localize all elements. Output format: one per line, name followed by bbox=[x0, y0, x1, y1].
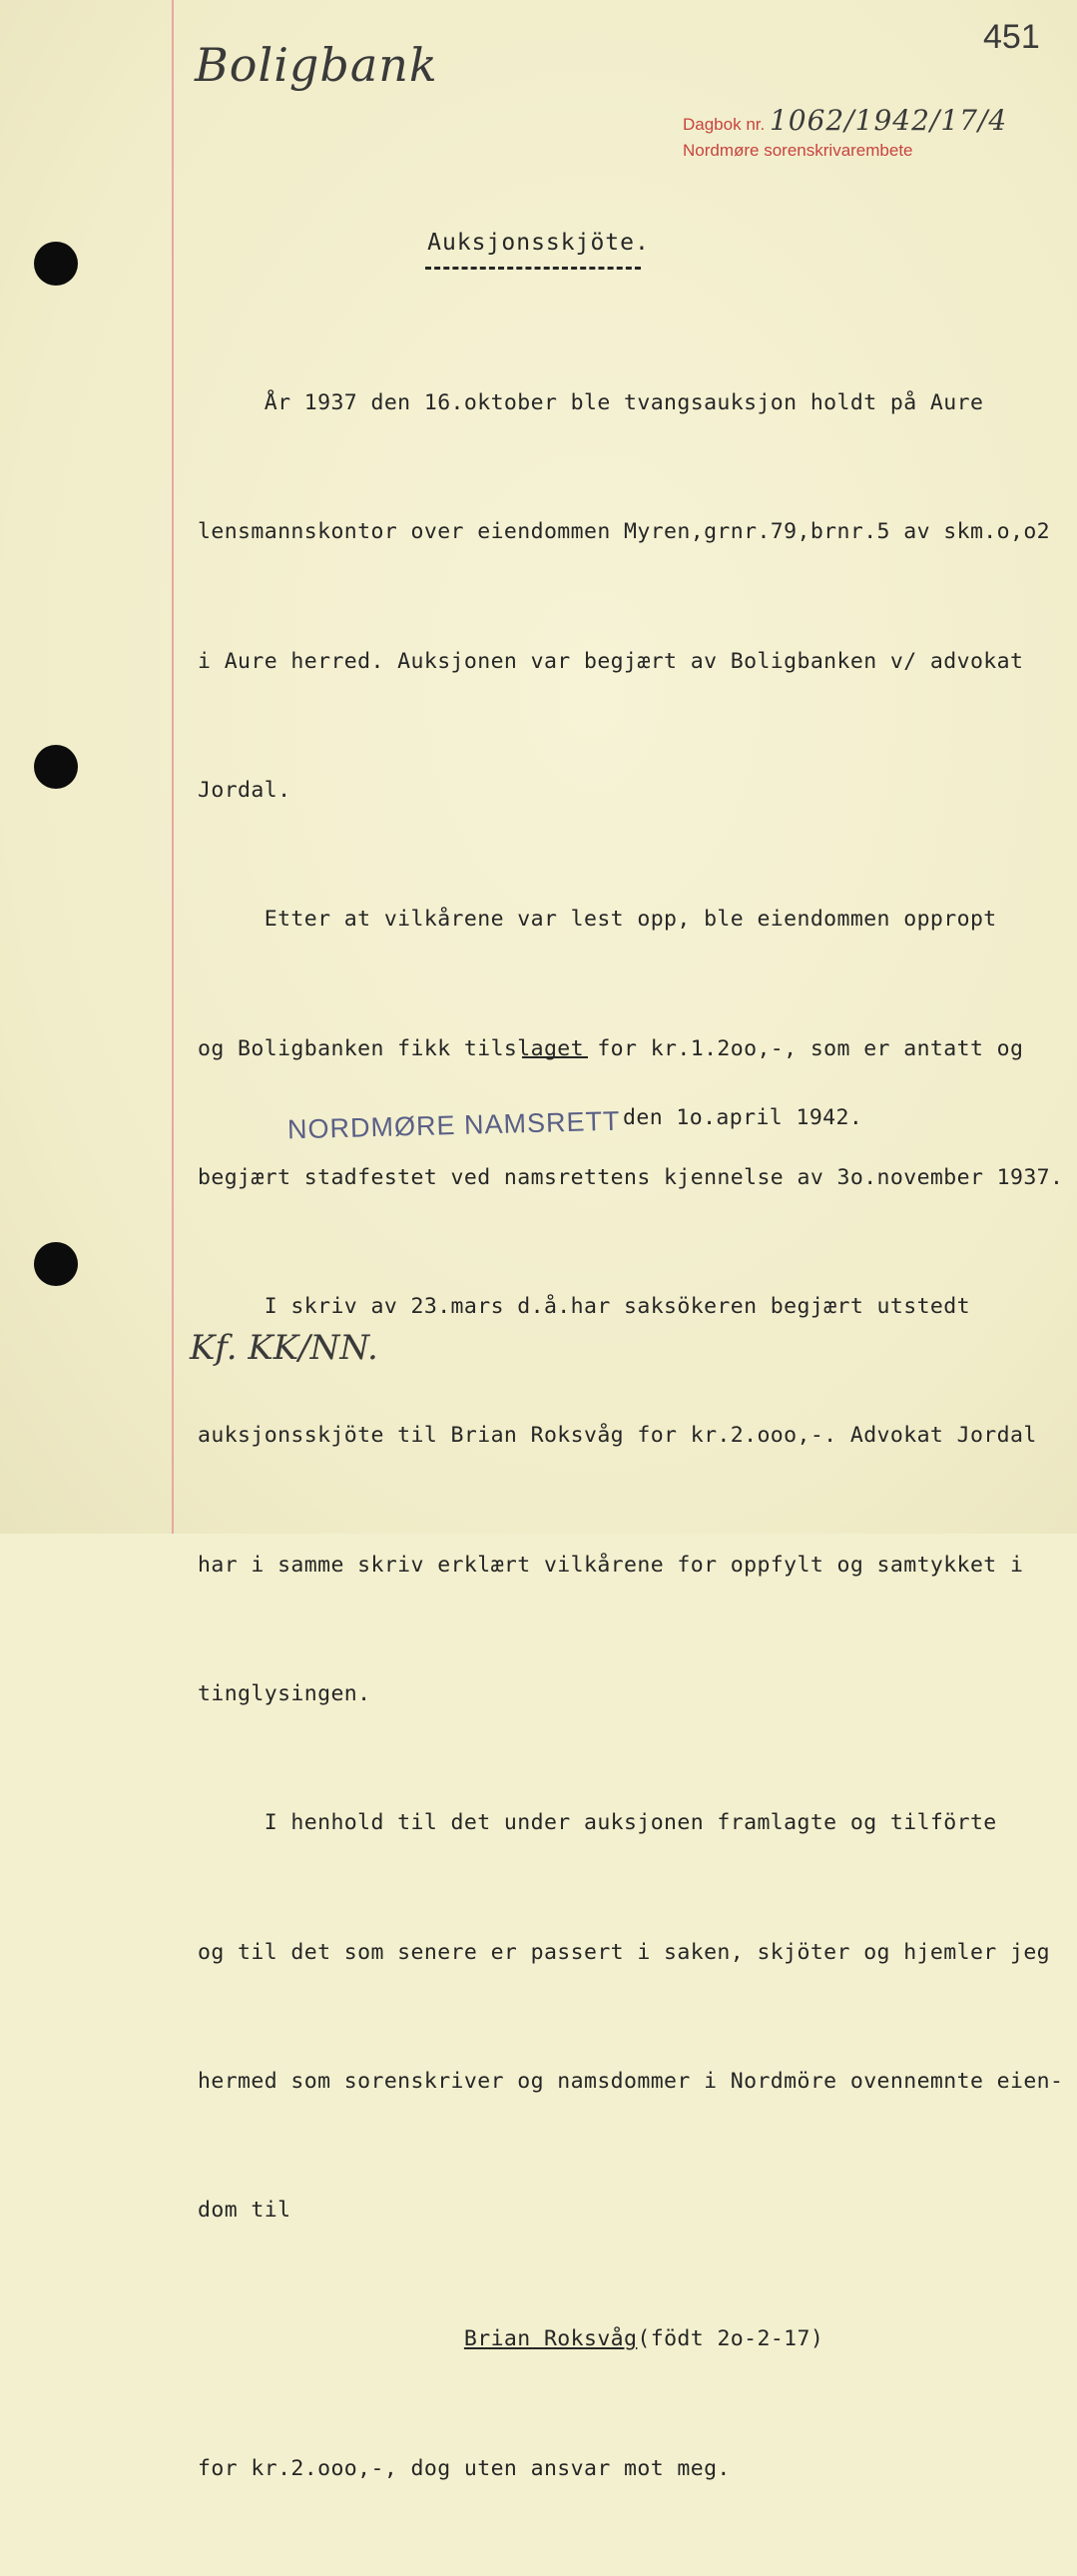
document-heading bbox=[0, 230, 1077, 256]
body-line: og Boligbanken fikk tilslaget for kr.1.2oo,-, som er antatt og bbox=[198, 1035, 1024, 1061]
body-line: i Aure herred. Auksjonen var begjært av Boligbanken v/ advokat bbox=[198, 648, 1024, 674]
body-line: og til det som senere er passert i saken, skjöter og hjemler jeg bbox=[198, 1939, 1051, 1965]
signature-date: den 1o.april 1942. bbox=[623, 1105, 863, 1130]
body-line: dom til bbox=[198, 2198, 291, 2224]
diary-stamp bbox=[683, 104, 1008, 164]
heading-underline bbox=[425, 267, 641, 270]
page-number: 451 bbox=[983, 18, 1040, 56]
body-line: tinglysingen. bbox=[198, 1681, 371, 1706]
document-body bbox=[198, 296, 1064, 2576]
punch-hole-bottom bbox=[34, 1242, 78, 1286]
body-line: I henhold til det under auksjonen framlagte og tilförte bbox=[198, 1810, 997, 1836]
body-line: Jordal. bbox=[198, 778, 291, 804]
handwritten-title: Boligbank bbox=[195, 38, 438, 92]
court-stamp: NORDMØRE NAMSRETT bbox=[286, 1105, 621, 1145]
closing-line: for kr.2.ooo,-, dog uten ansvar mot meg. bbox=[198, 2455, 731, 2481]
body-line: auksjonsskjöte til Brian Roksvåg for kr.2.ooo,-. Advokat Jordal bbox=[198, 1423, 1037, 1449]
diary-stamp-label: Dagbok nr. bbox=[683, 115, 766, 134]
grantee-born: (födt 2o-2-17) bbox=[637, 2326, 824, 2352]
grantee-name: Brian Roksvåg bbox=[463, 2326, 638, 2352]
handwritten-initials: Kf. KK/NN. bbox=[190, 1328, 378, 1368]
body-line: I skriv av 23.mars d.å.har saksökeren begjært utstedt bbox=[198, 1294, 970, 1320]
body-line: lensmannskontor over eiendommen Myren,grnr.79,brnr.5 av skm.o,o2 bbox=[198, 519, 1051, 545]
punch-hole-middle bbox=[34, 745, 78, 789]
separator-rule bbox=[522, 1056, 588, 1058]
body-line: har i samme skriv erklært vilkårene for oppfylt og samtykket i bbox=[198, 1552, 1024, 1578]
body-line: hermed som sorenskriver og namsdommer i Nordmöre ovennemnte eien- bbox=[198, 2068, 1064, 2094]
body-line: begjært stadfestet ved namsrettens kjennelse av 3o.november 1937. bbox=[198, 1164, 1064, 1190]
heading-text: Auksjonsskjöte. bbox=[427, 230, 650, 256]
diary-number: 1062/1942/17/4 bbox=[769, 104, 1008, 137]
body-line: Etter at vilkårene var lest opp, ble eiendommen oppropt bbox=[198, 907, 997, 933]
grantee-line bbox=[198, 2317, 1026, 2360]
diary-stamp-office: Nordmøre sorenskrivarembete bbox=[683, 141, 913, 160]
body-line: År 1937 den 16.oktober ble tvangsauksjon holdt på Aure bbox=[198, 390, 984, 416]
